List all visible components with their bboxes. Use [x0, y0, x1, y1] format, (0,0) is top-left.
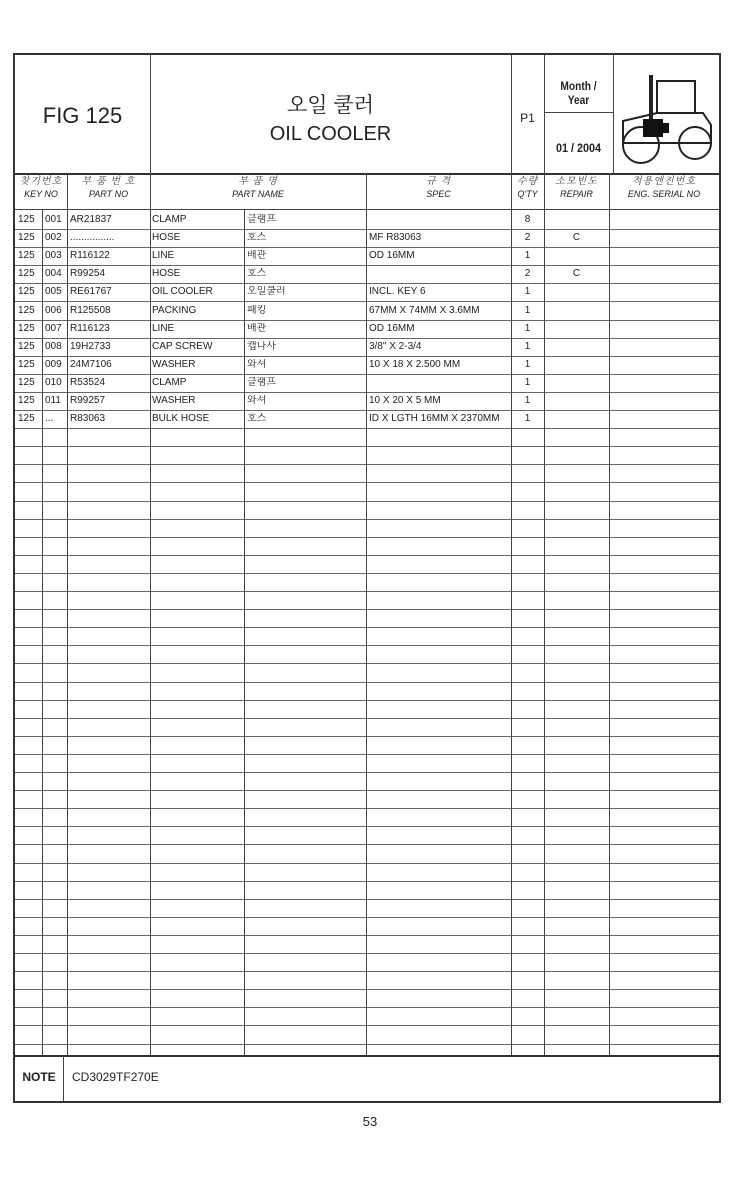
empty-row: [15, 718, 719, 737]
month-year-label: Month / Year: [560, 79, 597, 107]
note-text: CD3029TF270E: [72, 1070, 159, 1084]
part-no-cell: R116122: [70, 250, 110, 262]
empty-row: [15, 772, 719, 791]
part-name-ko-cell: 배관: [247, 322, 267, 334]
parts-sheet: [13, 53, 721, 1103]
fig-cell: 125: [18, 376, 35, 388]
qty-cell: 1: [524, 376, 531, 388]
empty-row: [15, 1026, 719, 1045]
repair-header: 소모빈도 REPAIR: [555, 176, 598, 199]
part-no-cell: R99254: [70, 268, 106, 280]
fig-cell: 125: [18, 250, 35, 262]
key-no-cell: 010: [45, 376, 62, 388]
fig-cell: 125: [18, 395, 35, 406]
table-row: [15, 356, 719, 375]
key-no-cell: 011: [45, 395, 61, 406]
fig-cell: 125: [18, 358, 35, 370]
part-name-en-cell: HOSE: [152, 268, 181, 280]
fig-label: FIG 125: [42, 103, 123, 128]
qty-header: 수량 Q'TY: [516, 176, 539, 199]
part-name-ko-cell: 클램프: [247, 376, 276, 388]
table-row: [15, 247, 719, 266]
table-row: [15, 265, 719, 284]
table-row: [15, 320, 719, 339]
qty-cell: 1: [524, 395, 531, 406]
part-name-ko-cell: 와셔: [247, 358, 267, 370]
qty-cell: 1: [524, 340, 531, 352]
empty-row: [15, 989, 719, 1008]
empty-row: [15, 754, 719, 773]
qty-cell: 8: [524, 214, 531, 225]
empty-row: [15, 573, 719, 592]
eng-serial-header: 적용엔진번호 ENG. SERIAL NO: [627, 176, 701, 199]
page-number: 53: [362, 1114, 378, 1129]
tractor-icon: [617, 73, 717, 167]
table-row: [15, 410, 719, 429]
table-row: [15, 374, 719, 393]
part-name-ko-cell: 클램프: [247, 214, 276, 225]
table-row: [15, 283, 719, 302]
part-no-cell: R125508: [70, 304, 111, 316]
fig-cell: 125: [18, 304, 35, 316]
empty-row: [15, 863, 719, 882]
part-no-cell: AR21837: [70, 214, 112, 225]
empty-row: [15, 483, 719, 502]
fig-cell: 125: [18, 286, 35, 298]
part-name-ko-cell: 패킹: [247, 304, 267, 316]
part-name-en-cell: CAP SCREW: [152, 340, 213, 352]
key-no-cell: 009: [45, 358, 62, 370]
fig-cell: 125: [18, 413, 35, 425]
empty-row: [15, 808, 719, 827]
key-no-cell: 005: [45, 286, 62, 298]
empty-row: [15, 519, 719, 538]
part-no-cell: R99257: [70, 395, 106, 406]
empty-row: [15, 826, 719, 845]
repair-cell: C: [572, 268, 581, 280]
key-no-cell: 006: [45, 304, 62, 316]
empty-row: [15, 645, 719, 664]
part-name-ko-cell: 캡나사: [247, 340, 276, 352]
spec-cell: MF R83063: [369, 232, 422, 244]
empty-row: [15, 845, 719, 864]
note-label: NOTE: [22, 1070, 56, 1084]
empty-row: [15, 428, 719, 447]
spec-cell: OD 16MM: [369, 250, 415, 262]
fig-cell: 125: [18, 322, 35, 334]
empty-row: [15, 609, 719, 628]
table-row: [15, 229, 719, 248]
fig-cell: 125: [18, 268, 35, 280]
empty-row: [15, 790, 719, 809]
qty-cell: 1: [524, 286, 531, 298]
empty-row: [15, 971, 719, 990]
part-name-header: 부 품 명 PART NAME: [232, 176, 284, 199]
spec-cell: OD 16MM: [369, 322, 415, 334]
key-no-header: 찾기번호 KEY NO: [19, 176, 63, 199]
key-no-cell: 003: [45, 250, 62, 262]
part-no-cell: R53524: [70, 376, 106, 388]
key-no-cell: 002: [45, 232, 62, 244]
key-no-cell: ...: [45, 413, 54, 425]
part-no-cell: 24M7106: [70, 358, 112, 370]
part-name-ko-cell: 배관: [247, 250, 267, 262]
empty-row: [15, 446, 719, 465]
empty-row: [15, 537, 719, 556]
part-no-header: 부 품 번 호 PART NO: [81, 176, 136, 199]
empty-row: [15, 664, 719, 683]
spec-cell: 10 X 18 X 2.500 MM: [369, 358, 461, 370]
part-name-en-cell: HOSE: [152, 232, 181, 244]
qty-cell: 1: [524, 358, 531, 370]
part-name-ko-cell: 오일쿨러: [247, 286, 286, 298]
spec-cell: 10 X 20 X 5 MM: [369, 395, 441, 406]
empty-row: [15, 1007, 719, 1026]
fig-cell: 125: [18, 340, 35, 352]
month-year-value: 01 / 2004: [555, 141, 602, 155]
empty-row: [15, 627, 719, 646]
empty-row: [15, 899, 719, 918]
spec-cell: 3/8" X 2-3/4: [369, 340, 422, 352]
part-name-en-cell: CLAMP: [152, 214, 187, 225]
part-name-ko-cell: 호스: [247, 268, 267, 280]
fig-cell: 125: [18, 214, 35, 225]
part-no-cell: RE61767: [70, 286, 112, 298]
part-name-en-cell: BULK HOSE: [152, 413, 210, 425]
part-name-en-cell: PACKING: [152, 304, 197, 316]
fig-cell: 125: [18, 232, 35, 244]
empty-row: [15, 736, 719, 755]
part-name-en-cell: LINE: [152, 322, 175, 334]
part-name-en-cell: CLAMP: [152, 376, 187, 388]
part-name-ko-cell: 호스: [247, 232, 267, 244]
table-row: [15, 302, 719, 321]
empty-row: [15, 700, 719, 719]
key-no-cell: 001: [45, 214, 62, 225]
qty-cell: 1: [524, 322, 531, 334]
spec-cell: ID X LGTH 16MM X 2370MM: [369, 413, 500, 425]
part-name-en-cell: LINE: [152, 250, 175, 262]
empty-row: [15, 501, 719, 520]
empty-row: [15, 953, 719, 972]
part-name-en-cell: WASHER: [152, 395, 196, 406]
table-row: [15, 392, 719, 411]
page-code: P1: [520, 111, 535, 125]
part-no-cell: 19H2733: [70, 340, 111, 352]
part-name-en-cell: WASHER: [152, 358, 196, 370]
title-english: OIL COOLER: [269, 123, 392, 145]
part-no-cell: ................: [70, 232, 115, 244]
part-name-ko-cell: 호스: [247, 413, 267, 425]
empty-row: [15, 682, 719, 701]
qty-cell: 1: [524, 304, 531, 316]
empty-row: [15, 935, 719, 954]
title-korean: 오일 쿨러: [287, 94, 374, 117]
table-row: [15, 211, 719, 230]
empty-row: [15, 881, 719, 900]
table-row: [15, 338, 719, 357]
spec-cell: INCL. KEY 6: [369, 286, 426, 298]
empty-row: [15, 917, 719, 936]
qty-cell: 1: [524, 413, 531, 425]
empty-row: [15, 591, 719, 610]
empty-row: [15, 464, 719, 483]
empty-row: [15, 555, 719, 574]
key-no-cell: 007: [45, 322, 62, 334]
spec-cell: 67MM X 74MM X 3.6MM: [369, 304, 480, 316]
key-no-cell: 004: [45, 268, 62, 280]
qty-cell: 2: [524, 232, 531, 244]
key-no-cell: 008: [45, 340, 62, 352]
repair-cell: C: [572, 232, 581, 244]
part-no-cell: R83063: [70, 413, 106, 425]
qty-cell: 2: [524, 268, 531, 280]
qty-cell: 1: [524, 250, 531, 262]
part-name-ko-cell: 와셔: [247, 395, 267, 406]
part-no-cell: R116123: [70, 322, 110, 334]
spec-header: 규 격 SPEC: [425, 176, 452, 199]
part-name-en-cell: OIL COOLER: [152, 286, 213, 298]
